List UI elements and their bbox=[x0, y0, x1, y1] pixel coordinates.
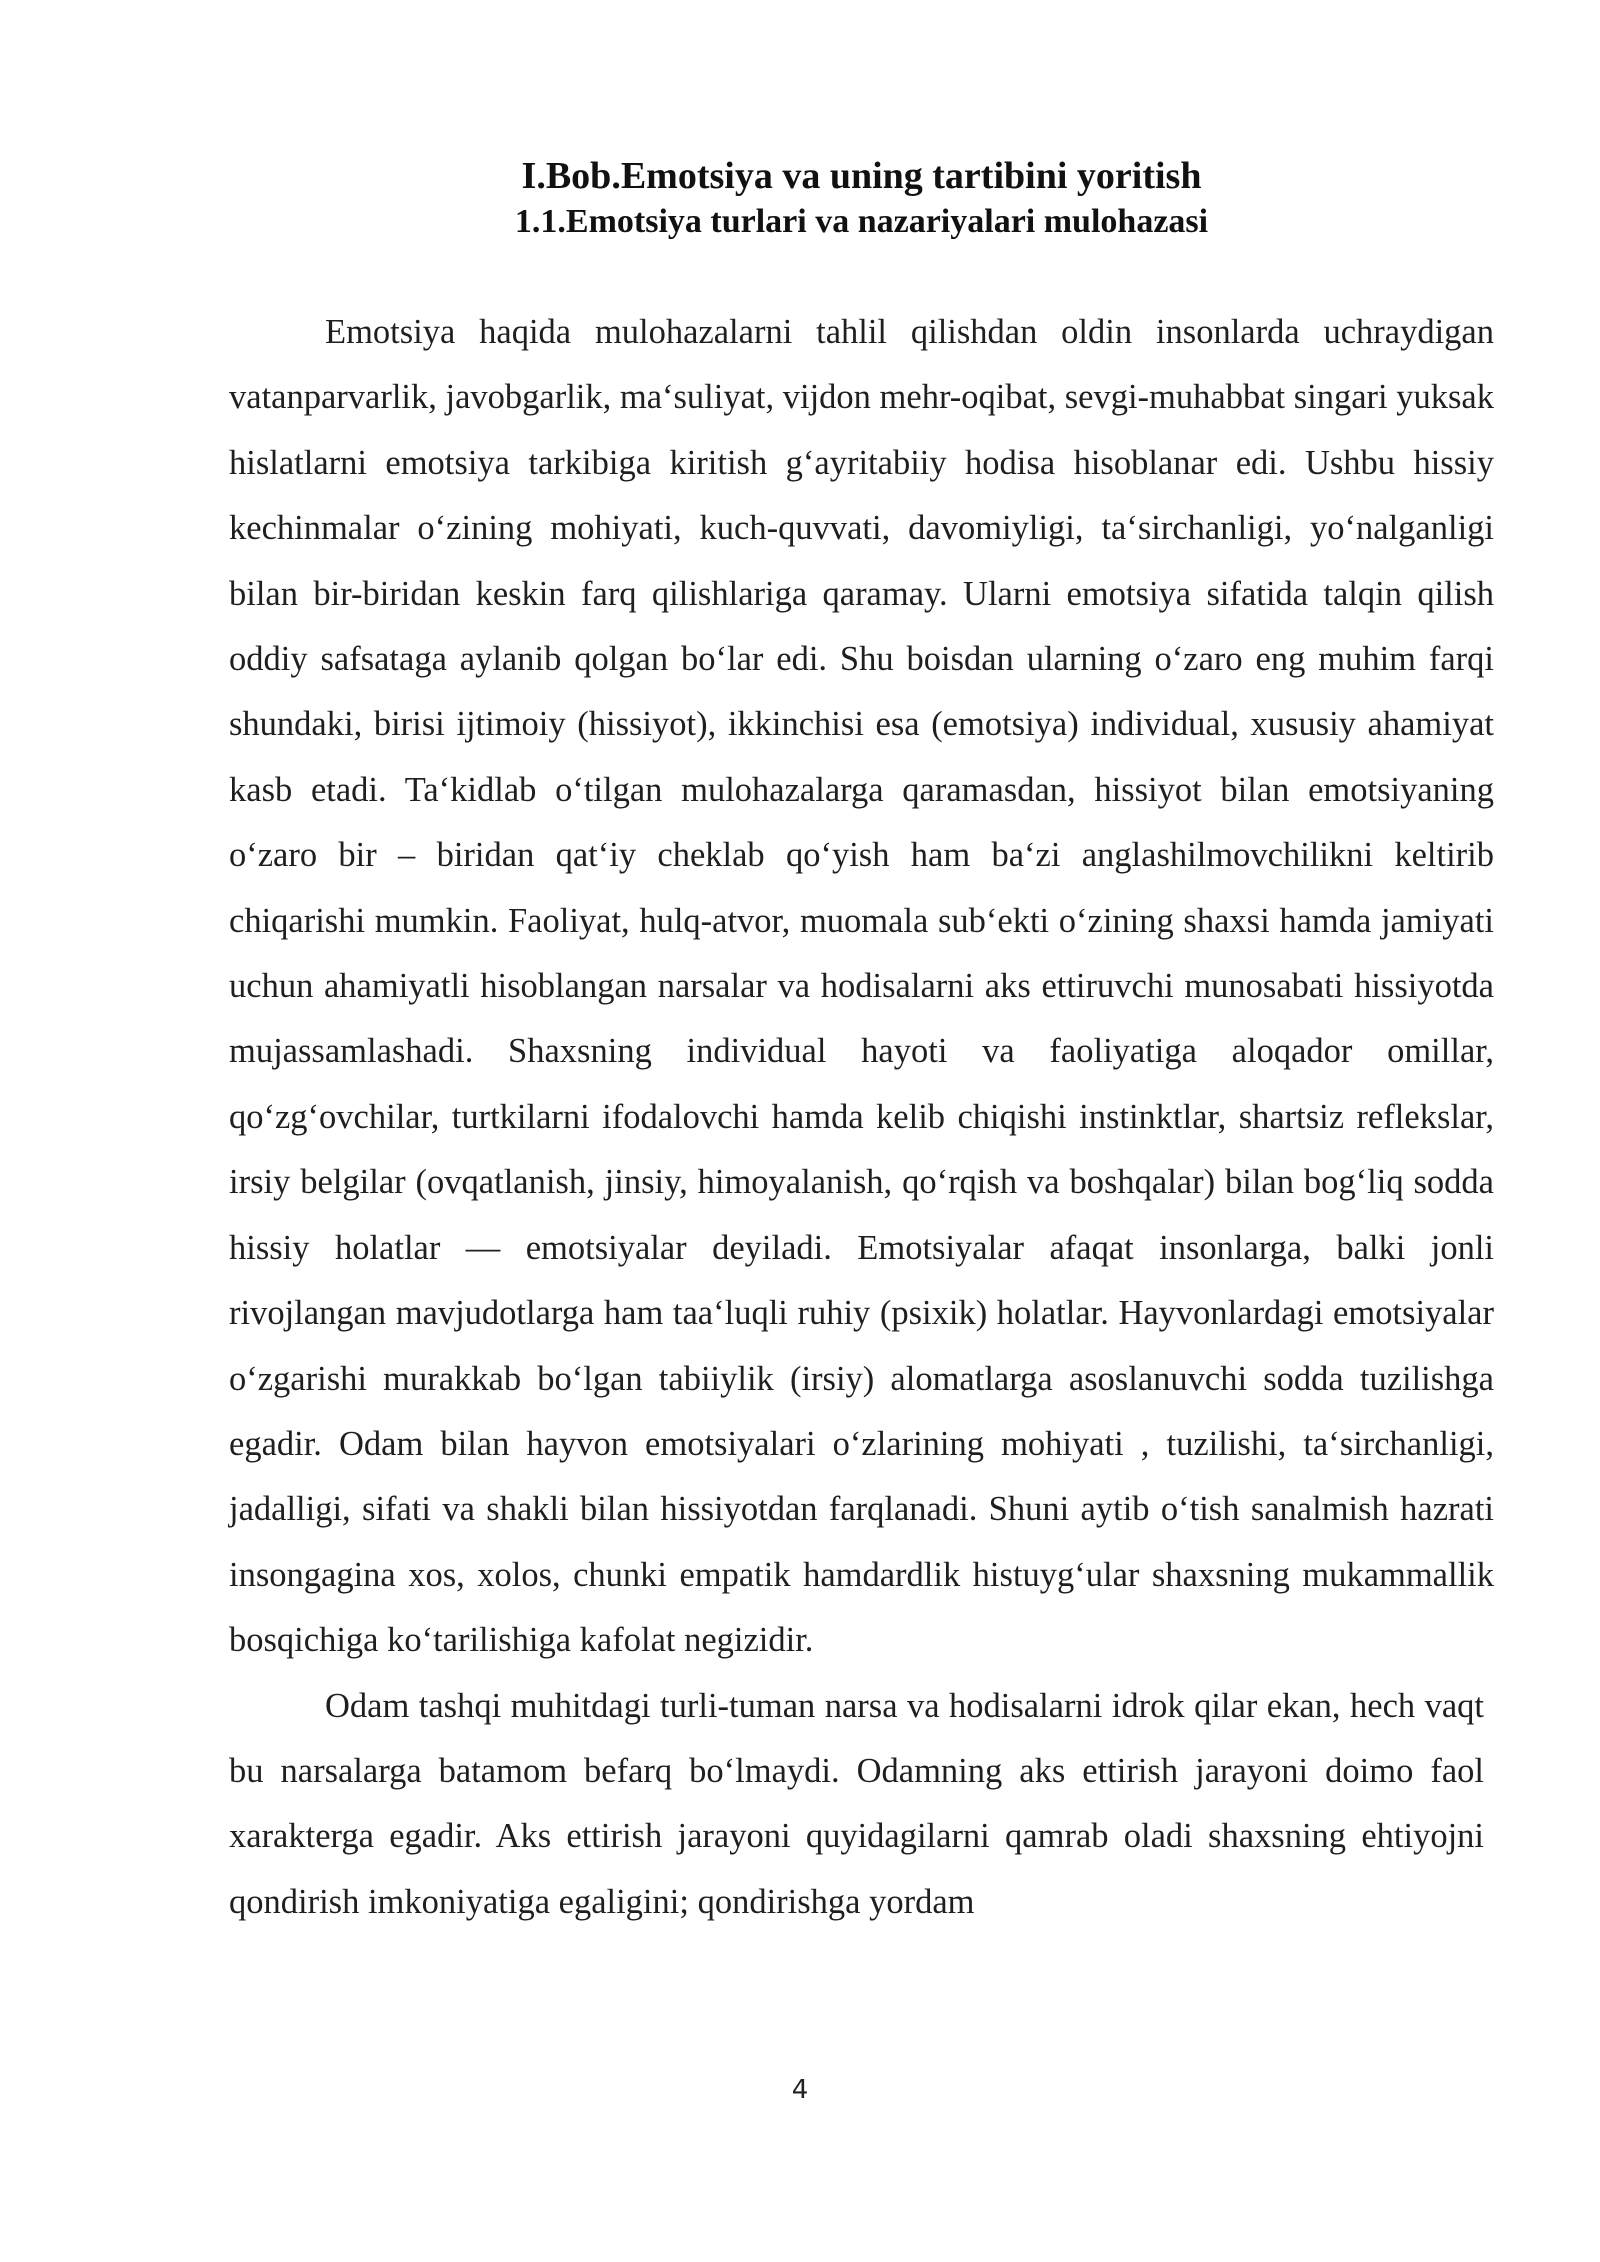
section-title: 1.1.Emotsiya turlari va nazariyalari mulohazasi bbox=[514, 203, 1209, 240]
paragraph-1: Emotsiya haqida mulohazalarni tahlil qilishdan oldin insonlarda uchraydigan vatanparvarlik, javobgarlik, maʻsuliyat, vijdon mehr-oqibat, sevgi-muhabbat singari yuksak hislatlarni emotsiya tarkibiga kiritish gʻayritabiiy hodisa hisoblanar edi. Ushbu hissiy kechinmalar oʻzining mohiyati, kuch-quvvati, davomiyligi, taʻsirchanligi, yoʻnalganligi bilan bir-biridan keskin farq qilishlariga qaramay. Ularni emotsiya sifatida talqin qilish oddiy safsataga aylanib qolgan boʻlar edi. Shu boisdan ularning oʻzaro eng muhim farqi shundaki, birisi ijtimoiy (hissiyot), ikkinchisi esa (emotsiya) individual, xususiy ahamiyat kasb etadi. Taʻkidlab oʻtilgan mulohazalarga qaramasdan, hissiyot bilan emotsiyaning oʻzaro bir – biridan qatʻiy cheklab qoʻyish ham baʻzi anglashilmovchilikni keltirib chiqarishi mumkin. Faoliyat, hulq-atvor, muomala subʻekti oʻzining shaxsi hamda jamiyati uchun ahamiyatli hisoblangan narsalar va hodisalarni aks ettiruvchi munosabati hissiyotda mujassamlashadi. Shaxsning individual hayoti va faoliyatiga aloqador omillar, qoʻzgʻovchilar, turtkilarni ifodalovchi hamda kelib chiqishi instinktlar, shartsiz reflekslar, irsiy belgilar (ovqatlanish, jinsiy, himoyalanish, qoʻrqish va boshqalar) bilan bogʻliq sodda hissiy holatlar — emotsiyalar deyiladi. Emotsiyalar afaqat insonlarga, balki jonli rivojlangan mavjudotlarga ham taaʻluqli ruhiy (psixik) holatlar. Hayvonlardagi emotsiyalar oʻzgarishi murakkab boʻlgan tabiiylik (irsiy) alomatlarga asoslanuvchi sodda tuzilishga egadir. Odam bilan hayvon emotsiyalari oʻzlarining mohiyati , tuzilishi, taʻsirchanligi, jadalligi, sifati va shakli bilan hissiyotdan farqlanadi. Shuni aytib oʻtish sanalmish hazrati insongagina xos, xolos, chunki empatik hamdardlik histuygʻular shaxsning mukammallik bosqichiga koʻtarilishiga kafolat negizidir. bbox=[229, 313, 1494, 1660]
page-number: 4 bbox=[791, 2075, 809, 2105]
heading-block bbox=[229, 152, 1494, 244]
chapter-title: I.Bob.Emotsiya va uning tartibini yoritish bbox=[521, 155, 1202, 197]
body-text bbox=[229, 300, 1494, 1935]
paragraph-2: Odam tashqi muhitdagi turli-tuman narsa va hodisalarni idrok qilar ekan, hech vaqt bu narsalarga batamom befarq boʻlmaydi. Odamning aks ettirish jarayoni doimo faol xarakterga egadir. Aks ettirish jarayoni quyidagilarni qamrab oladi shaxsning ehtiyojni qondirish imkoniyatiga egaligini; qondirishga yordam bbox=[229, 1686, 1484, 1921]
